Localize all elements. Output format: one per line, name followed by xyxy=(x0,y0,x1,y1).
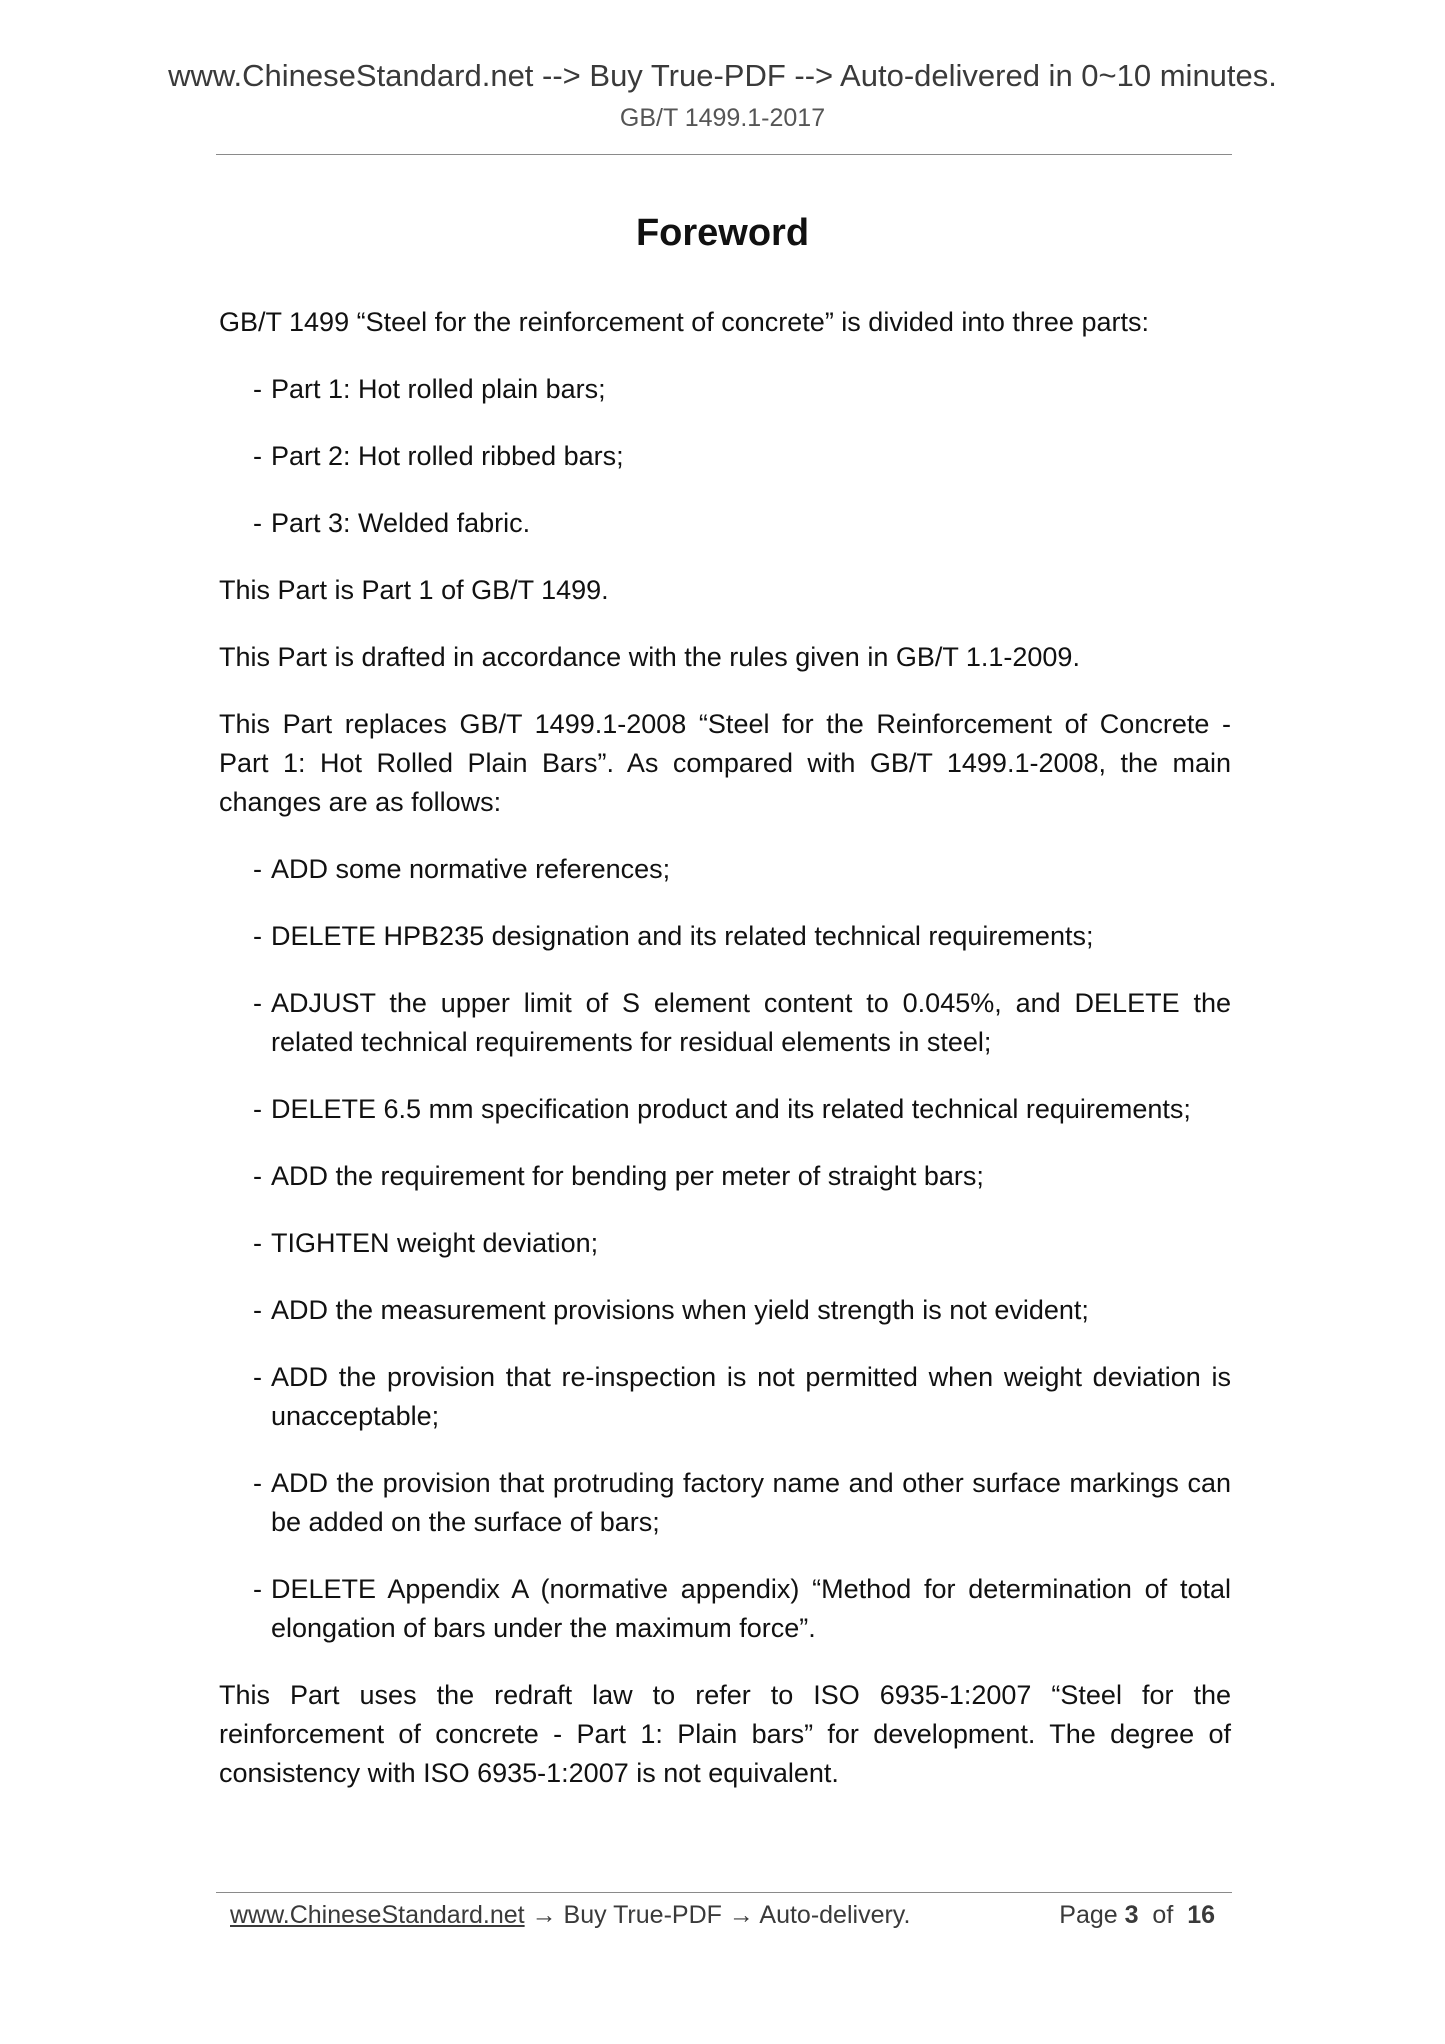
list-item xyxy=(253,984,1231,1062)
bullet-dash: - xyxy=(253,1228,262,1258)
part-paragraph: This Part is Part 1 of GB/T 1499. xyxy=(219,575,609,605)
of-label: of xyxy=(1152,1901,1174,1929)
bullet-dash: - xyxy=(253,1295,262,1325)
footer-divider xyxy=(216,1892,1232,1893)
list-item-text: Part 2: Hot rolled ribbed bars; xyxy=(271,441,624,471)
header-banner: www.ChineseStandard.net --> Buy True-PDF --> Auto-delivered in 0~10 minutes. xyxy=(168,58,1277,93)
page-number: 3 xyxy=(1124,1901,1139,1929)
bullet-dash: - xyxy=(253,1574,262,1604)
iso-paragraph: This Part uses the redraft law to refer to ISO 6935-1:2007 “Steel for the reinforcement of concrete - Part 1: Plain bars” for development. The degree of consistency with ISO 6935-1:2007 is not equivalent. xyxy=(219,1680,1231,1788)
list-item-text: ADD the provision that re-inspection is not permitted when weight deviation is unacceptable; xyxy=(271,1362,1231,1431)
website-link[interactable]: www.ChineseStandard.net xyxy=(230,1901,525,1929)
list-item-text: DELETE Appendix A (normative appendix) “Method for determination of total elongation of bars under the maximum force”. xyxy=(271,1574,1231,1643)
list-item-text: DELETE HPB235 designation and its related technical requirements; xyxy=(271,921,1094,951)
list-item xyxy=(253,1358,1231,1436)
page-indicator xyxy=(1059,1895,1215,1935)
header-divider xyxy=(216,154,1232,155)
footer-tagline: → Buy True-PDF → Auto-delivery. xyxy=(524,1901,911,1929)
list-item xyxy=(253,504,1231,543)
bullet-dash: - xyxy=(253,441,262,471)
intro-paragraph: GB/T 1499 “Steel for the reinforcement of concrete” is divided into three parts: xyxy=(219,307,1149,337)
list-item-text: Part 3: Welded fabric. xyxy=(271,508,531,538)
document-code: GB/T 1499.1-2017 xyxy=(619,104,826,132)
list-item-text: TIGHTEN weight deviation; xyxy=(271,1228,599,1258)
list-item-text: ADD the provision that protruding factory name and other surface markings can be added on the surface of bars; xyxy=(271,1468,1231,1537)
bullet-dash: - xyxy=(253,1161,262,1191)
list-item xyxy=(253,1464,1231,1542)
bullet-dash: - xyxy=(253,854,262,884)
page-label: Page xyxy=(1059,1901,1118,1929)
page-title: Foreword xyxy=(635,212,810,254)
drafted-paragraph: This Part is drafted in accordance with the rules given in GB/T 1.1-2009. xyxy=(219,642,1080,672)
list-item-text: ADD the measurement provisions when yield strength is not evident; xyxy=(271,1295,1089,1325)
foreword-body xyxy=(219,303,1231,1821)
bullet-dash: - xyxy=(253,508,262,538)
list-item-text: ADD some normative references; xyxy=(271,854,671,884)
list-item xyxy=(253,1291,1231,1330)
list-item xyxy=(253,370,1231,409)
bullet-dash: - xyxy=(253,374,262,404)
list-item xyxy=(253,850,1231,889)
list-item-text: DELETE 6.5 mm specification product and its related technical requirements; xyxy=(271,1094,1191,1124)
list-item xyxy=(253,1157,1231,1196)
replaces-paragraph: This Part replaces GB/T 1499.1-2008 “Steel for the Reinforcement of Concrete - Part 1: Hot Rolled Plain Bars”. As compared with GB/T 1499.1-2008, the main changes are as follows: xyxy=(219,709,1231,817)
page-footer xyxy=(230,1895,1215,1935)
list-item xyxy=(253,917,1231,956)
list-item-text: Part 1: Hot rolled plain bars; xyxy=(271,374,606,404)
bullet-dash: - xyxy=(253,1362,262,1392)
bullet-dash: - xyxy=(253,988,262,1018)
list-item xyxy=(253,1570,1231,1648)
list-item-text: ADD the requirement for bending per meter of straight bars; xyxy=(271,1161,984,1191)
list-item xyxy=(253,437,1231,476)
list-item-text: ADJUST the upper limit of S element content to 0.045%, and DELETE the related technical requirements for residual elements in steel; xyxy=(271,988,1231,1057)
bullet-dash: - xyxy=(253,1468,262,1498)
list-item xyxy=(253,1224,1231,1263)
page-total: 16 xyxy=(1187,1901,1215,1929)
bullet-dash: - xyxy=(253,1094,262,1124)
list-item xyxy=(253,1090,1231,1129)
bullet-dash: - xyxy=(253,921,262,951)
